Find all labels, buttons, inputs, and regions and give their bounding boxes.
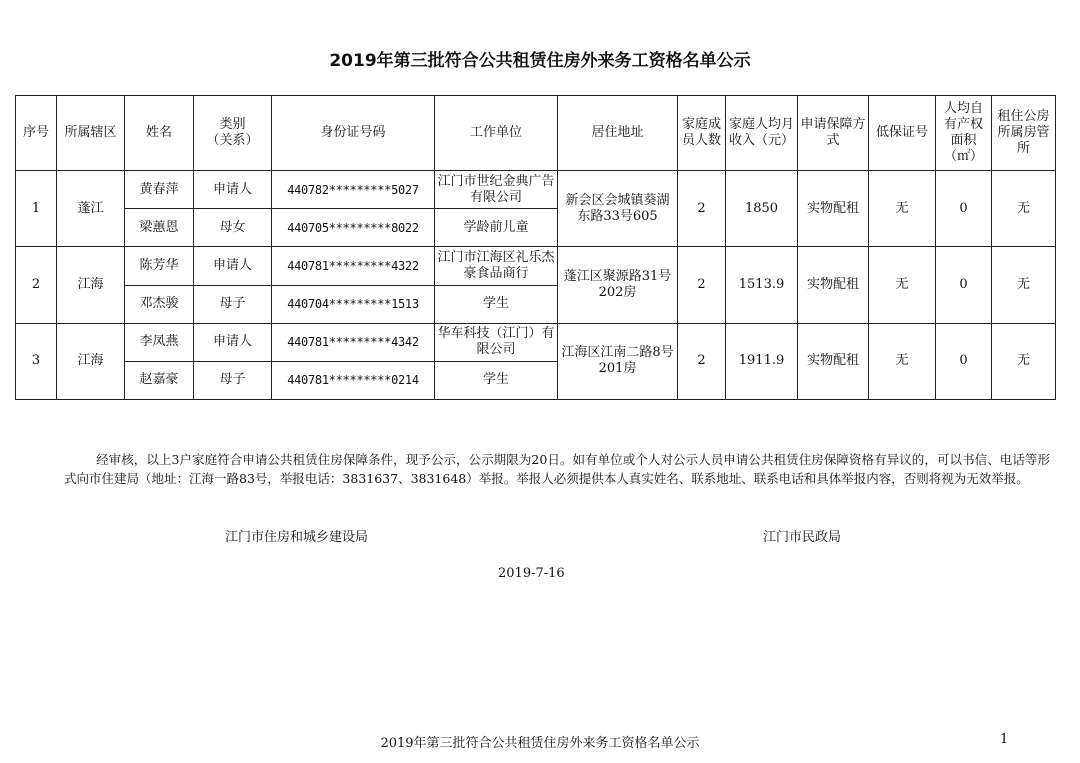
cell-id-number: 440704*********1513: [272, 285, 435, 323]
cell-employer: 华车科技（江门）有限公司: [435, 323, 558, 361]
cell-monthly-income: 1513.9: [726, 247, 798, 323]
cell-employer: 学生: [435, 285, 558, 323]
cell-security-method: 实物配租: [798, 323, 869, 399]
cell-address: 新会区会城镇葵湖东路33号605: [558, 171, 678, 247]
header-seq: 序号: [16, 96, 57, 171]
header-household-size: 家庭成员人数: [678, 96, 726, 171]
cell-address: 江海区江南二路8号201房: [558, 323, 678, 399]
table-header-row: [16, 96, 1056, 171]
cell-id-number: 440781*********4342: [272, 323, 435, 361]
cell-security-method: 实物配租: [798, 247, 869, 323]
notice-text: 经审核，以上3户家庭符合申请公共租赁住房保障条件，现予公示，公示期限为20日。如有单位或个人对公示人员申请公共租赁住房保障资格有异议的，可以书信、电话等形式向市住建局（地址：江海一路83号，举报电话：3831637、3831648）举报。举报人必须提供本人真实姓名、联系地址、联系电话和具体举报内容，否则将视为无效举报。: [64, 452, 1050, 486]
cell-monthly-income: 1850: [726, 171, 798, 247]
cell-housing-office: 无: [992, 247, 1056, 323]
cell-housing-office: 无: [992, 323, 1056, 399]
cell-district: 江海: [57, 247, 125, 323]
header-address: 居住地址: [558, 96, 678, 171]
footer-title: 2019年第三批符合公共租赁住房外来务工资格名单公示: [380, 736, 700, 751]
header-housing-office: 租住公房所属房管所: [992, 96, 1056, 171]
cell-seq: 2: [16, 247, 57, 323]
cell-employer: 江门市世纪金典广告有限公司: [435, 171, 558, 209]
cell-id-number: 440705*********8022: [272, 209, 435, 247]
cell-category: 母子: [194, 361, 272, 399]
cell-id-number: 440781*********4322: [272, 247, 435, 285]
cell-category: 申请人: [194, 247, 272, 285]
cell-district: 蓬江: [57, 171, 125, 247]
table-row: [16, 323, 1056, 361]
cell-id-number: 440782*********5027: [272, 171, 435, 209]
header-category-line2: （关系）: [206, 133, 259, 149]
cell-household-size: 2: [678, 323, 726, 399]
cell-owned-area: 0: [936, 247, 992, 323]
cell-name: 黄春萍: [125, 171, 194, 209]
cell-low-income-cert: 无: [869, 247, 936, 323]
applicant-table: [15, 95, 1056, 400]
cell-seq: 1: [16, 171, 57, 247]
cell-housing-office: 无: [992, 171, 1056, 247]
cell-district: 江海: [57, 323, 125, 399]
header-district: 所属辖区: [57, 96, 125, 171]
cell-seq: 3: [16, 323, 57, 399]
cell-category: 母女: [194, 209, 272, 247]
cell-employer: 江门市江海区礼乐杰豪食品商行: [435, 247, 558, 285]
cell-owned-area: 0: [936, 171, 992, 247]
signature-housing-bureau: 江门市住房和城乡建设局: [225, 530, 369, 545]
header-monthly-income: 家庭人均月收入（元）: [726, 96, 798, 171]
cell-name: 李凤燕: [125, 323, 194, 361]
document-title: 2019年第三批符合公共租赁住房外来务工资格名单公示: [329, 51, 751, 71]
cell-name: 邓杰骏: [125, 285, 194, 323]
cell-low-income-cert: 无: [869, 323, 936, 399]
page-number: 1: [1000, 732, 1009, 747]
header-category: [194, 96, 272, 171]
table-row: [16, 247, 1056, 285]
notice-date: 2019-7-16: [498, 566, 565, 581]
cell-category: 申请人: [194, 171, 272, 209]
cell-name: 陈芳华: [125, 247, 194, 285]
cell-id-number: 440781*********0214: [272, 361, 435, 399]
cell-employer: 学龄前儿童: [435, 209, 558, 247]
cell-household-size: 2: [678, 247, 726, 323]
notice-paragraph: [64, 450, 1050, 488]
cell-low-income-cert: 无: [869, 171, 936, 247]
table-row: [16, 171, 1056, 209]
header-category-line1: 类别: [219, 117, 246, 133]
cell-household-size: 2: [678, 171, 726, 247]
header-security-method: 申请保障方式: [798, 96, 869, 171]
header-employer: 工作单位: [435, 96, 558, 171]
header-name: 姓名: [125, 96, 194, 171]
cell-owned-area: 0: [936, 323, 992, 399]
header-id-number: 身份证号码: [272, 96, 435, 171]
cell-security-method: 实物配租: [798, 171, 869, 247]
header-owned-area: 人均自有产权面积（㎡）: [936, 96, 992, 171]
signature-civil-affairs-bureau: 江门市民政局: [763, 530, 842, 545]
cell-address: 蓬江区聚源路31号202房: [558, 247, 678, 323]
cell-monthly-income: 1911.9: [726, 323, 798, 399]
header-low-income-cert: 低保证号: [869, 96, 936, 171]
cell-category: 申请人: [194, 323, 272, 361]
cell-name: 赵嘉豪: [125, 361, 194, 399]
cell-category: 母子: [194, 285, 272, 323]
cell-employer: 学生: [435, 361, 558, 399]
cell-name: 梁蕙恩: [125, 209, 194, 247]
